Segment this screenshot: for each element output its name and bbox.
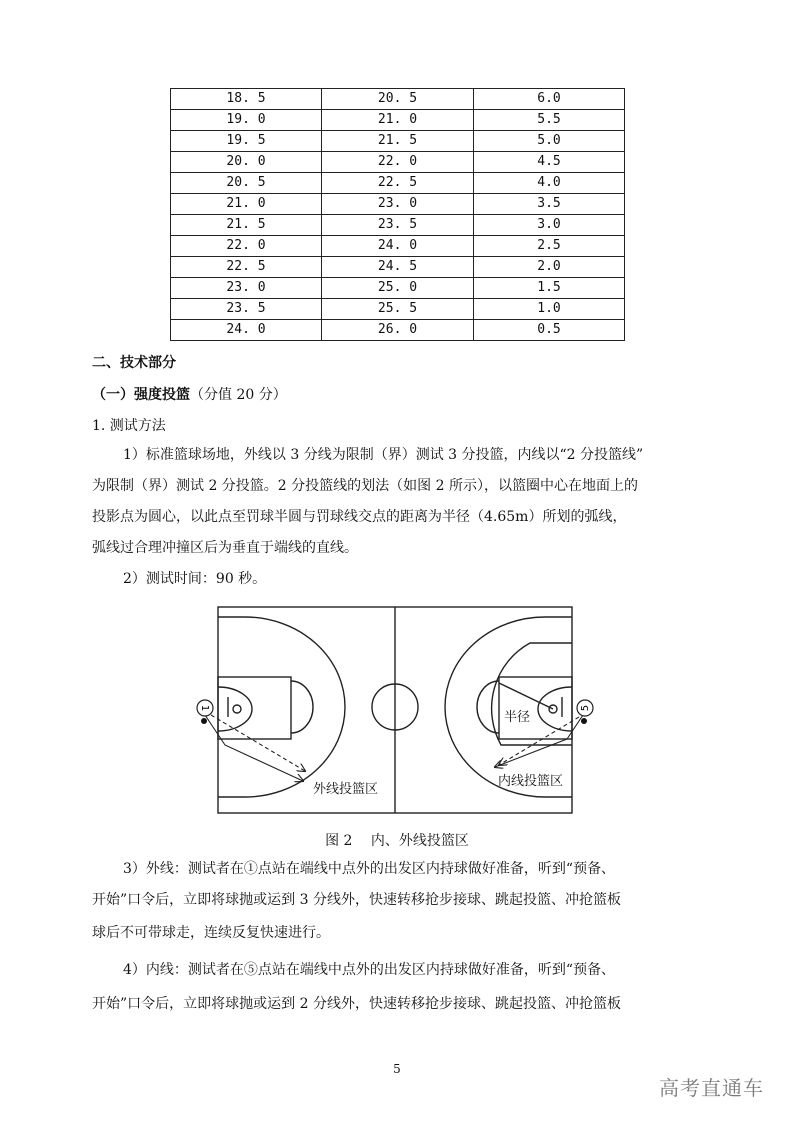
table-cell: 20. 5 [322,89,474,110]
page-number: 5 [393,1062,401,1076]
table-cell: 5.5 [474,110,625,131]
table-cell: 6.0 [474,89,625,110]
table-cell: 21. 0 [322,110,474,131]
table-cell: 22. 5 [322,173,474,194]
table-cell: 22. 0 [322,152,474,173]
left-no-charge-arc [218,687,252,731]
method-title: 1. 测试方法 [92,418,166,434]
score-table [170,88,625,341]
table-cell: 0.5 [474,320,625,341]
paragraph-line: 投影点为圆心，以此点至罚球半圆与罚球线交点的距离为半径（4.65m）所划的弧线， [92,509,627,525]
right-player-dot [581,718,587,724]
table-cell: 24. 5 [322,257,474,278]
table-row [171,131,625,152]
paragraph-line: 1）标准篮球场地，外线以 3 分线为限制（界）测试 3 分投篮，内线以“2 分投篮线” [123,447,644,463]
left-player-dot [201,718,207,724]
score-table-body [171,89,625,341]
court-figure [195,603,595,823]
table-cell: 24. 0 [171,320,322,341]
table-cell: 2.0 [474,257,625,278]
table-cell: 1.0 [474,299,625,320]
table-cell: 19. 0 [171,110,322,131]
paragraph-line: 弧线过合理冲撞区后为垂直于端线的直线。 [92,540,358,556]
table-cell: 19. 5 [171,131,322,152]
table-row [171,194,625,215]
paragraph-line: 球后不可带球走，连续反复快速进行。 [92,925,330,941]
paragraph-line: 2）测试时间：90 秒。 [123,571,267,587]
table-row [171,110,625,131]
left-three-point-arc [218,617,345,797]
table-row [171,173,625,194]
table-cell: 1.5 [474,278,625,299]
outer-path-solid [205,715,303,781]
table-cell: 4.0 [474,173,625,194]
paragraph-line: 为限制（界）测试 2 分投篮。2 分投篮线的划法（如图 2 所示），以篮圈中心在地面上的 [92,478,638,494]
right-start-label: 5 [580,704,591,712]
table-row [171,299,625,320]
paragraph-line: 开始”口令后，立即将球抛或运到 2 分线外，快速转移抢步接球、跳起投篮、冲抢篮板 [92,996,621,1012]
inner-zone-label: 内线投篮区 [498,774,564,789]
table-row [171,278,625,299]
table-cell: 25. 5 [322,299,474,320]
table-cell: 24. 0 [322,236,474,257]
subsection-title-text: （一）强度投篮 [92,387,190,403]
table-cell: 25. 0 [322,278,474,299]
table-cell: 3.5 [474,194,625,215]
table-cell: 26. 0 [322,320,474,341]
table-row [171,320,625,341]
radius-label: 半径 [504,710,531,725]
table-cell: 20. 0 [171,152,322,173]
table-row [171,89,625,110]
subsection-score-note: （分值 20 分） [190,387,287,403]
table-cell: 23. 0 [322,194,474,215]
paragraph-line: 4）内线：测试者在⑤点站在端线中点外的出发区内持球做好准备，听到“预备、 [123,962,616,978]
table-row [171,236,625,257]
figure-caption: 图 2 内、外线投篮区 [325,833,469,849]
outer-zone-label: 外线投篮区 [313,782,379,797]
table-row [171,152,625,173]
table-cell: 5.0 [474,131,625,152]
table-cell: 3.0 [474,215,625,236]
right-free-throw-arc [477,681,499,733]
table-cell: 21. 0 [171,194,322,215]
subsection-title [92,384,287,404]
paragraph-line: 3）外线：测试者在①点站在端线中点外的出发区内持球做好准备，听到“预备、 [123,861,616,877]
table-cell: 23. 5 [322,215,474,236]
table-row [171,215,625,236]
section-title: 二、技术部分 [92,355,176,371]
table-cell: 18. 5 [171,89,322,110]
table-cell: 21. 5 [171,215,322,236]
table-row [171,257,625,278]
table-cell: 4.5 [474,152,625,173]
table-cell: 23. 0 [171,278,322,299]
watermark: 高考直通车 [659,1076,764,1100]
left-start-label: 1 [199,704,210,712]
left-hoop [233,705,241,713]
table-cell: 21. 5 [322,131,474,152]
paragraph-line: 开始”口令后，立即将球抛或运到 3 分线外，快速转移抢步接球、跳起投篮、冲抢篮板 [92,892,621,908]
table-cell: 22. 5 [171,257,322,278]
left-free-throw-arc [291,681,313,733]
table-cell: 2.5 [474,236,625,257]
table-cell: 23. 5 [171,299,322,320]
table-cell: 22. 0 [171,236,322,257]
right-three-point-arc [445,617,572,797]
table-cell: 20. 5 [171,173,322,194]
